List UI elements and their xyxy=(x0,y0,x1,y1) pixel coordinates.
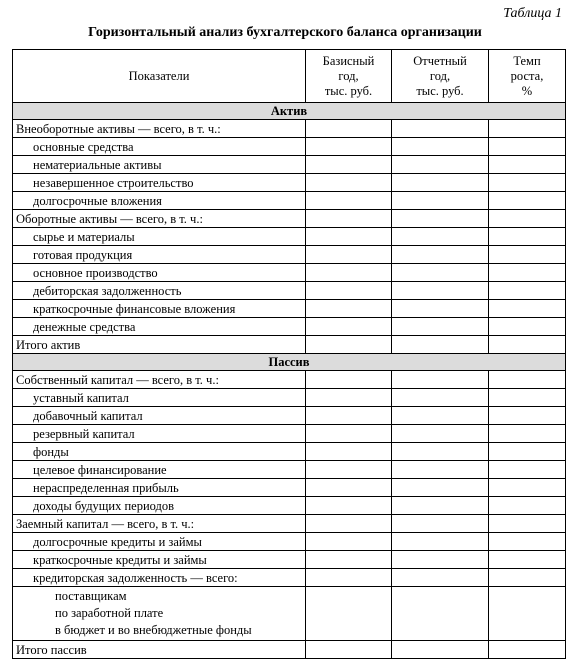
section-header-row xyxy=(13,354,566,371)
report-year-cell xyxy=(392,210,489,228)
row-label: готовая продукция xyxy=(13,246,306,264)
growth-rate-cell xyxy=(489,282,566,300)
growth-rate-cell xyxy=(489,210,566,228)
report-year-cell xyxy=(392,425,489,443)
base-year-cell xyxy=(306,515,392,533)
base-year-cell xyxy=(306,156,392,174)
row-sublabel: по заработной плате xyxy=(55,606,164,620)
base-year-cell xyxy=(306,407,392,425)
row-label: нераспределенная прибыль xyxy=(13,479,306,497)
report-year-cell xyxy=(392,138,489,156)
growth-rate-cell xyxy=(489,515,566,533)
row-label: кредиторская задолженность — всего: xyxy=(13,569,306,587)
row-label: Оборотные активы — всего, в т. ч.: xyxy=(13,210,306,228)
table-row xyxy=(13,425,566,443)
row-sublabel: поставщикам xyxy=(55,589,127,603)
table-row xyxy=(13,389,566,407)
table-number-caption: Таблица 1 xyxy=(503,6,562,21)
row-label: целевое финансирование xyxy=(13,461,306,479)
table-row xyxy=(13,138,566,156)
growth-rate-cell xyxy=(489,407,566,425)
report-year-cell xyxy=(392,336,489,354)
report-year-cell xyxy=(392,479,489,497)
row-label: Итого пассив xyxy=(13,641,306,659)
row-label: основное производство xyxy=(13,264,306,282)
table-row xyxy=(13,479,566,497)
base-year-cell xyxy=(306,569,392,587)
table-title: Горизонтальный анализ бухгалтерского баланса организации xyxy=(88,25,482,40)
base-year-cell xyxy=(306,587,392,641)
row-label: доходы будущих периодов xyxy=(13,497,306,515)
header-indicator: Показатели xyxy=(13,50,306,103)
base-year-cell xyxy=(306,300,392,318)
row-label: Итого актив xyxy=(13,336,306,354)
table-row xyxy=(13,443,566,461)
report-year-cell xyxy=(392,641,489,659)
section-title: Пассив xyxy=(13,354,566,371)
row-label: нематериальные активы xyxy=(13,156,306,174)
table-row xyxy=(13,497,566,515)
table-row xyxy=(13,533,566,551)
growth-rate-cell xyxy=(489,174,566,192)
report-year-cell xyxy=(392,515,489,533)
table-row xyxy=(13,246,566,264)
report-year-cell xyxy=(392,120,489,138)
growth-rate-cell xyxy=(489,389,566,407)
base-year-cell xyxy=(306,479,392,497)
table-row xyxy=(13,407,566,425)
row-label xyxy=(13,587,306,641)
row-label: дебиторская задолженность xyxy=(13,282,306,300)
table-row xyxy=(13,461,566,479)
growth-rate-cell xyxy=(489,300,566,318)
base-year-cell xyxy=(306,192,392,210)
report-year-cell xyxy=(392,533,489,551)
base-year-cell xyxy=(306,497,392,515)
base-year-cell xyxy=(306,138,392,156)
report-year-cell xyxy=(392,371,489,389)
report-year-cell xyxy=(392,461,489,479)
base-year-cell xyxy=(306,282,392,300)
table-row xyxy=(13,551,566,569)
table-row xyxy=(13,120,566,138)
report-year-cell xyxy=(392,228,489,246)
growth-rate-cell xyxy=(489,425,566,443)
report-year-cell xyxy=(392,156,489,174)
base-year-cell xyxy=(306,443,392,461)
base-year-cell xyxy=(306,120,392,138)
table-row xyxy=(13,192,566,210)
growth-rate-cell xyxy=(489,264,566,282)
row-label: добавочный капитал xyxy=(13,407,306,425)
table-row xyxy=(13,569,566,587)
report-year-cell xyxy=(392,246,489,264)
base-year-cell xyxy=(306,641,392,659)
row-label: основные средства xyxy=(13,138,306,156)
table-row xyxy=(13,264,566,282)
report-year-cell xyxy=(392,497,489,515)
report-year-cell xyxy=(392,300,489,318)
row-label: незавершенное строительство xyxy=(13,174,306,192)
growth-rate-cell xyxy=(489,641,566,659)
base-year-cell xyxy=(306,551,392,569)
table-row xyxy=(13,228,566,246)
row-label: краткосрочные финансовые вложения xyxy=(13,300,306,318)
table-row xyxy=(13,300,566,318)
header-growth-rate: Темп роста, % xyxy=(489,50,566,103)
table-row xyxy=(13,587,566,641)
row-label: Внеоборотные активы — всего, в т. ч.: xyxy=(13,120,306,138)
table-row xyxy=(13,371,566,389)
report-year-cell xyxy=(392,407,489,425)
row-label: денежные средства xyxy=(13,318,306,336)
growth-rate-cell xyxy=(489,479,566,497)
row-label: долгосрочные вложения xyxy=(13,192,306,210)
header-report-year: Отчетный год, тыс. руб. xyxy=(392,50,489,103)
table-row xyxy=(13,174,566,192)
growth-rate-cell xyxy=(489,138,566,156)
growth-rate-cell xyxy=(489,318,566,336)
base-year-cell xyxy=(306,228,392,246)
row-label: резервный капитал xyxy=(13,425,306,443)
growth-rate-cell xyxy=(489,497,566,515)
base-year-cell xyxy=(306,371,392,389)
base-year-cell xyxy=(306,336,392,354)
report-year-cell xyxy=(392,587,489,641)
growth-rate-cell xyxy=(489,461,566,479)
base-year-cell xyxy=(306,389,392,407)
section-header-row xyxy=(13,103,566,120)
table-row xyxy=(13,210,566,228)
row-label: краткосрочные кредиты и займы xyxy=(13,551,306,569)
base-year-cell xyxy=(306,318,392,336)
report-year-cell xyxy=(392,174,489,192)
growth-rate-cell xyxy=(489,569,566,587)
growth-rate-cell xyxy=(489,228,566,246)
growth-rate-cell xyxy=(489,192,566,210)
balance-analysis-table xyxy=(12,49,566,659)
report-year-cell xyxy=(392,282,489,300)
growth-rate-cell xyxy=(489,246,566,264)
growth-rate-cell xyxy=(489,551,566,569)
table-row xyxy=(13,282,566,300)
growth-rate-cell xyxy=(489,533,566,551)
base-year-cell xyxy=(306,210,392,228)
base-year-cell xyxy=(306,425,392,443)
report-year-cell xyxy=(392,264,489,282)
row-sublabel: в бюджет и во внебюджетные фонды xyxy=(55,623,252,637)
table-row xyxy=(13,641,566,659)
report-year-cell xyxy=(392,551,489,569)
row-label: долгосрочные кредиты и займы xyxy=(13,533,306,551)
base-year-cell xyxy=(306,461,392,479)
table-row xyxy=(13,318,566,336)
growth-rate-cell xyxy=(489,443,566,461)
header-base-year: Базисный год, тыс. руб. xyxy=(306,50,392,103)
base-year-cell xyxy=(306,174,392,192)
report-year-cell xyxy=(392,318,489,336)
report-year-cell xyxy=(392,569,489,587)
growth-rate-cell xyxy=(489,336,566,354)
report-year-cell xyxy=(392,192,489,210)
row-label: Заемный капитал — всего, в т. ч.: xyxy=(13,515,306,533)
table-row xyxy=(13,156,566,174)
growth-rate-cell xyxy=(489,156,566,174)
row-label: сырье и материалы xyxy=(13,228,306,246)
base-year-cell xyxy=(306,533,392,551)
base-year-cell xyxy=(306,264,392,282)
row-label: уставный капитал xyxy=(13,389,306,407)
row-label: Собственный капитал — всего, в т. ч.: xyxy=(13,371,306,389)
report-year-cell xyxy=(392,389,489,407)
row-label: фонды xyxy=(13,443,306,461)
header-row xyxy=(13,50,566,103)
section-title: Актив xyxy=(13,103,566,120)
growth-rate-cell xyxy=(489,371,566,389)
growth-rate-cell xyxy=(489,587,566,641)
table-body xyxy=(13,103,566,659)
table-row xyxy=(13,336,566,354)
report-year-cell xyxy=(392,443,489,461)
base-year-cell xyxy=(306,246,392,264)
table-row xyxy=(13,515,566,533)
growth-rate-cell xyxy=(489,120,566,138)
